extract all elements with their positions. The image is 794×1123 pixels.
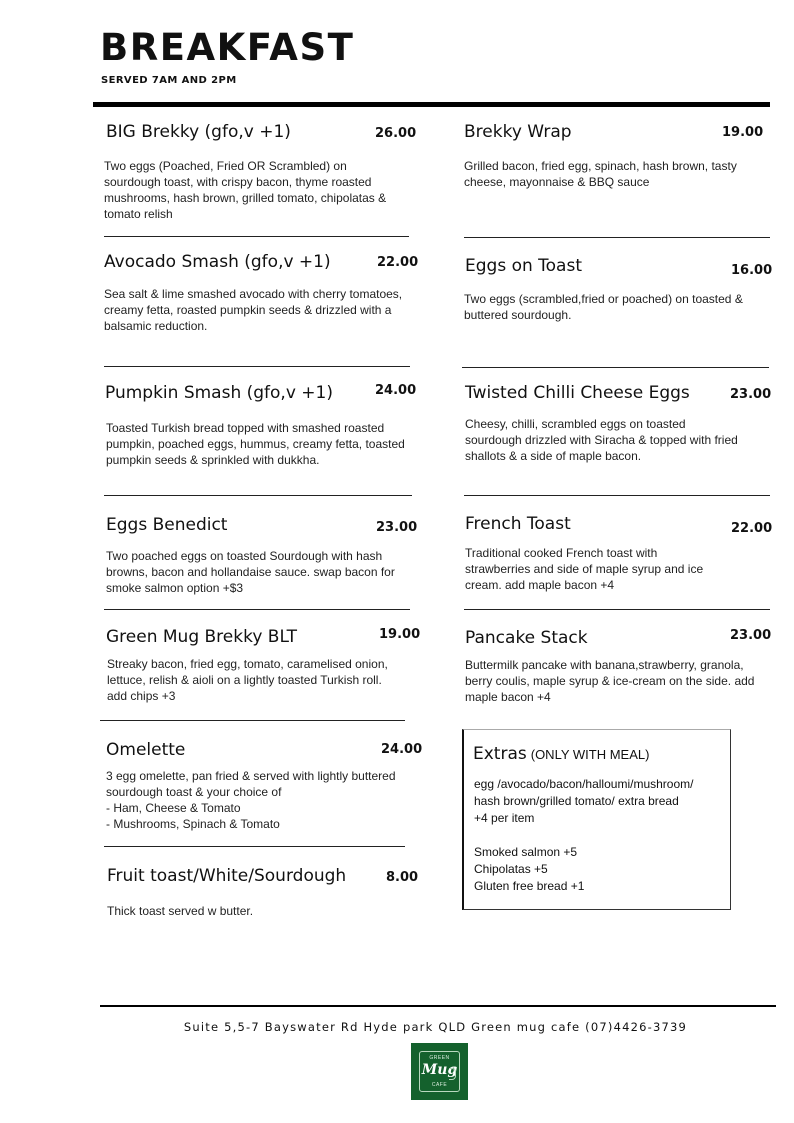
item-price: 8.00: [386, 870, 419, 885]
extras-title: Extras: [473, 744, 527, 764]
item-description: 3 egg omelette, pan fried & served with lightly buttered sourdough toast & your choice of - Ham, Cheese & Tomato - Mushrooms, Spinach & Tomato: [106, 769, 396, 831]
extras-line: [474, 827, 724, 844]
logo-top-text: GREEN: [429, 1055, 450, 1061]
item-name: Eggs Benedict: [106, 515, 228, 535]
menu-subtitle: SERVED 7AM AND 2PM: [101, 75, 237, 86]
green-mug-logo: [411, 1043, 468, 1100]
item-price: 16.00: [731, 263, 773, 278]
item-price: 24.00: [375, 383, 417, 398]
item-price: 24.00: [381, 742, 423, 757]
header-divider: [93, 102, 770, 107]
item-description: Two eggs (Poached, Fried OR Scrambled) on sourdough toast, with crispy bacon, thyme roasted mushrooms, hash brown, grilled tomato, chipolatas & tomato relish: [104, 159, 387, 221]
item-description: Two eggs (scrambled,fried or poached) on toasted & buttered sourdough.: [464, 292, 743, 322]
item-divider: [464, 609, 770, 610]
mug-icon: [419, 1051, 460, 1092]
item-name: French Toast: [465, 514, 571, 534]
footer-divider: [100, 1005, 776, 1007]
extras-line: Chipolatas +5: [474, 862, 548, 876]
item-price: 26.00: [375, 126, 417, 141]
item-name: Eggs on Toast: [465, 256, 582, 276]
item-description: Cheesy, chilli, scrambled eggs on toasted sourdough drizzled with Siracha & topped with fried shallots & a side of maple bacon.: [465, 417, 738, 463]
item-price: 23.00: [730, 387, 772, 402]
item-description: Toasted Turkish bread topped with smashed roasted pumpkin, poached eggs, hummus, creamy fetta, toasted pumpkin seeds & sprinkled with dukkha.: [106, 421, 405, 467]
item-divider: [104, 236, 409, 237]
extras-line: +4 per item: [474, 811, 535, 825]
item-description: Traditional cooked French toast with strawberries and side of maple syrup and ice cream. add maple bacon +4: [465, 546, 704, 592]
item-divider: [104, 609, 410, 610]
item-description: Streaky bacon, fried egg, tomato, caramelised onion, lettuce, relish & aioli on a lightly toasted Turkish roll. add chips +3: [107, 657, 388, 703]
extras-note: (ONLY WITH MEAL): [530, 747, 650, 762]
item-name: BIG Brekky (gfo,v +1): [106, 122, 291, 142]
item-description: Buttermilk pancake with banana,strawberry, granola, berry coulis, maple syrup & ice-cream on the side. add maple bacon +4: [465, 658, 755, 704]
item-name: Pumpkin Smash (gfo,v +1): [105, 383, 333, 403]
mug-handle-icon: [449, 1068, 456, 1080]
footer-address: Suite 5,5-7 Bayswater Rd Hyde park QLD Green mug cafe (07)4426-3739: [183, 1020, 688, 1034]
menu-title: BREAKFAST: [100, 26, 355, 69]
extras-line: Smoked salmon +5: [474, 845, 578, 859]
item-divider: [100, 720, 405, 721]
item-divider: [104, 846, 405, 847]
item-name: Fruit toast/White/Sourdough: [107, 866, 347, 886]
item-name: Twisted Chilli Cheese Eggs: [465, 383, 690, 403]
extras-line: Gluten free bread +1: [474, 879, 585, 893]
item-price: 23.00: [376, 520, 418, 535]
extras-box: [462, 729, 731, 910]
item-price: 22.00: [377, 255, 419, 270]
item-divider: [462, 367, 769, 368]
extras-heading: [473, 744, 649, 764]
logo-main-text: Mug: [421, 1062, 458, 1078]
item-divider: [464, 495, 770, 496]
item-price: 22.00: [731, 521, 773, 536]
item-name: Green Mug Brekky BLT: [106, 627, 297, 647]
item-name: Omelette: [106, 740, 186, 760]
item-price: 19.00: [722, 125, 764, 140]
item-price: 23.00: [730, 628, 772, 643]
item-name: Brekky Wrap: [464, 122, 572, 142]
item-divider: [464, 237, 770, 238]
item-divider: [104, 366, 410, 367]
extras-line: egg /avocado/bacon/halloumi/mushroom/: [474, 777, 694, 791]
item-description: Thick toast served w butter.: [107, 904, 254, 918]
item-divider: [104, 495, 412, 496]
logo-bottom-text: CAFE: [431, 1082, 448, 1088]
extras-line: hash brown/grilled tomato/ extra bread: [474, 794, 679, 808]
item-description: Grilled bacon, fried egg, spinach, hash brown, tasty cheese, mayonnaise & BBQ sauce: [464, 159, 737, 189]
item-description: Two poached eggs on toasted Sourdough with hash browns, bacon and hollandaise sauce. swap bacon for smoke salmon option +$3: [106, 549, 395, 595]
item-name: Avocado Smash (gfo,v +1): [104, 252, 331, 272]
item-price: 19.00: [379, 627, 421, 642]
extras-list: [474, 776, 724, 895]
item-name: Pancake Stack: [465, 628, 588, 648]
item-description: Sea salt & lime smashed avocado with cherry tomatoes, creamy fetta, roasted pumpkin seeds & drizzled with a balsamic reduction.: [104, 287, 403, 333]
